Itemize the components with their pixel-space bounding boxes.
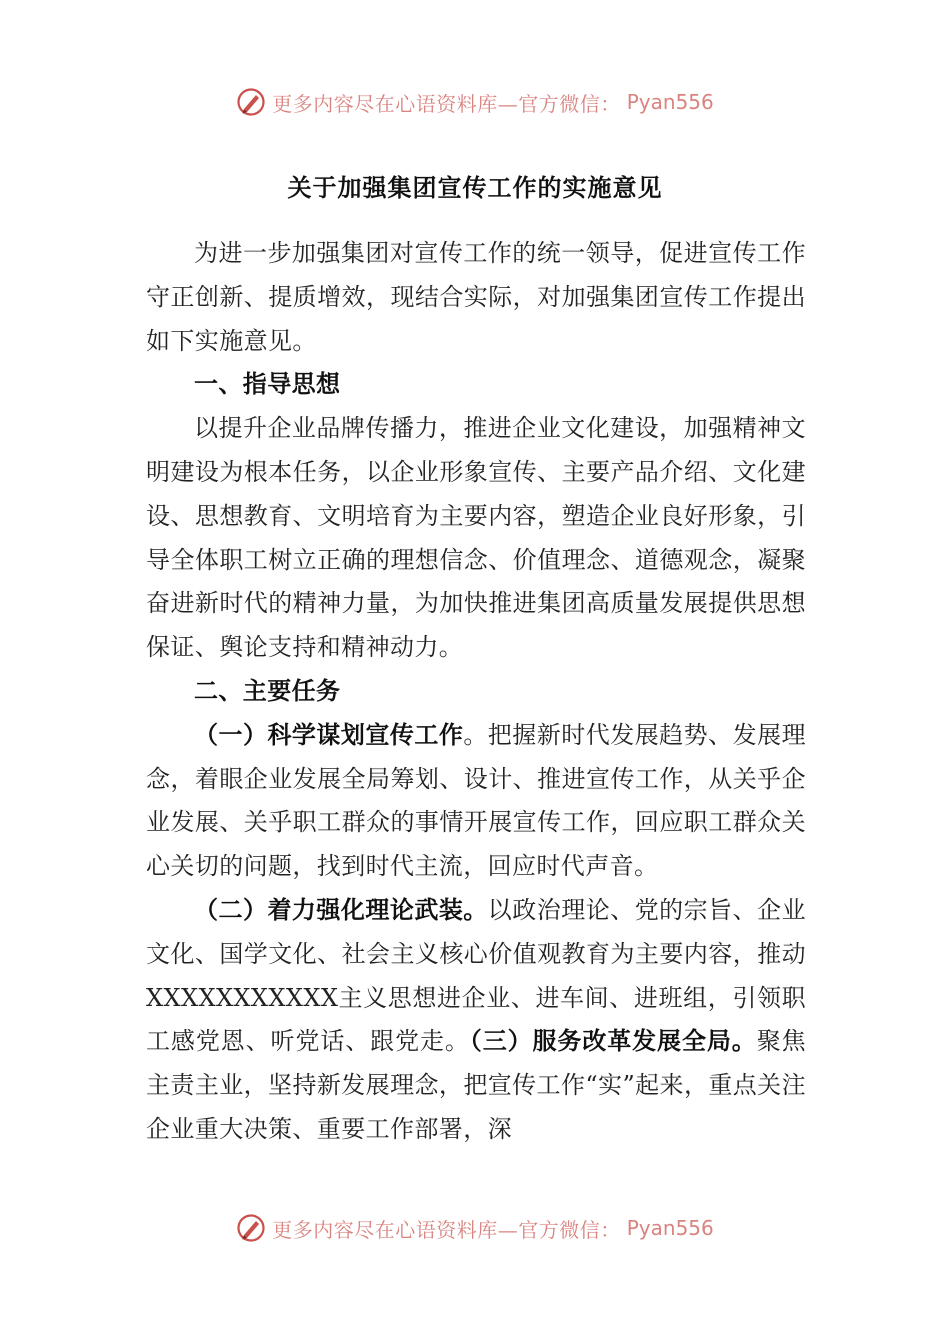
pen-logo-icon [236,87,266,117]
watermark-wechat-id: Pyan556 [626,90,714,114]
task-3-text: 聚焦主责主业，坚持新发展理念，把宣传工作“实”起来，重点关注企业重大决策、重要工作部署，深 [146,1027,806,1143]
watermark-text: 更多内容尽在心语资料库—官方微信： [272,1217,621,1242]
pen-logo-icon [236,1213,266,1243]
task-3-title: （三）服务改革发展全局。 [469,1027,757,1056]
header-watermark-content [236,87,714,117]
footer-watermark [0,1208,950,1248]
header-watermark [0,82,950,122]
task-2-paragraph [146,889,806,1152]
watermark-wechat-id: Pyan556 [626,1216,714,1240]
document-body [146,232,806,1152]
watermark-text: 更多内容尽在心语资料库—官方微信： [272,91,621,116]
task-2-text: 以政治理论、党的宗旨、企业文化、国学文化、社会主义核心价值观教育为主要内容，推动XXXXXXXXXXX主义思想进企业、进车间、进班组，引领职工感党恩、听党话、跟党走。 [146,895,806,1056]
document-title: 关于加强集团宣传工作的实施意见 [287,174,663,202]
task-1-title: （一）科学谋划宣传工作 [194,720,464,749]
intro-paragraph: 为进一步加强集团对宣传工作的统一领导，促进宣传工作守正创新、提质增效，现结合实际，对加强集团宣传工作提出如下实施意见。 [146,239,806,355]
section-heading-guiding-thought: 一、指导思想 [194,370,341,399]
section-heading-main-tasks: 二、主要任务 [194,676,341,705]
guiding-thought-paragraph: 以提升企业品牌传播力，推进企业文化建设，加强精神文明建设为根本任务，以企业形象宣传、主要产品介绍、文化建设、思想教育、文明培育为主要内容，塑造企业良好形象，引导全体职工树立正确的理想信念、价值理念、道德观念，凝聚奋进新时代的精神力量，为加快推进集团高质量发展提供思想保证、舆论支持和精神动力。 [146,414,806,662]
task-1-paragraph [146,714,806,889]
task-2-title: （二）着力强化理论武装。 [194,895,488,924]
task-1-text: 。把握新时代发展趋势、发展理念，着眼企业发展全局筹划、设计、推进宣传工作，从关乎企业发展、关乎职工群众的事情开展宣传工作，回应职工群众关心关切的问题，找到时代主流，回应时代声音。 [146,720,806,881]
footer-watermark-content [236,1213,714,1243]
